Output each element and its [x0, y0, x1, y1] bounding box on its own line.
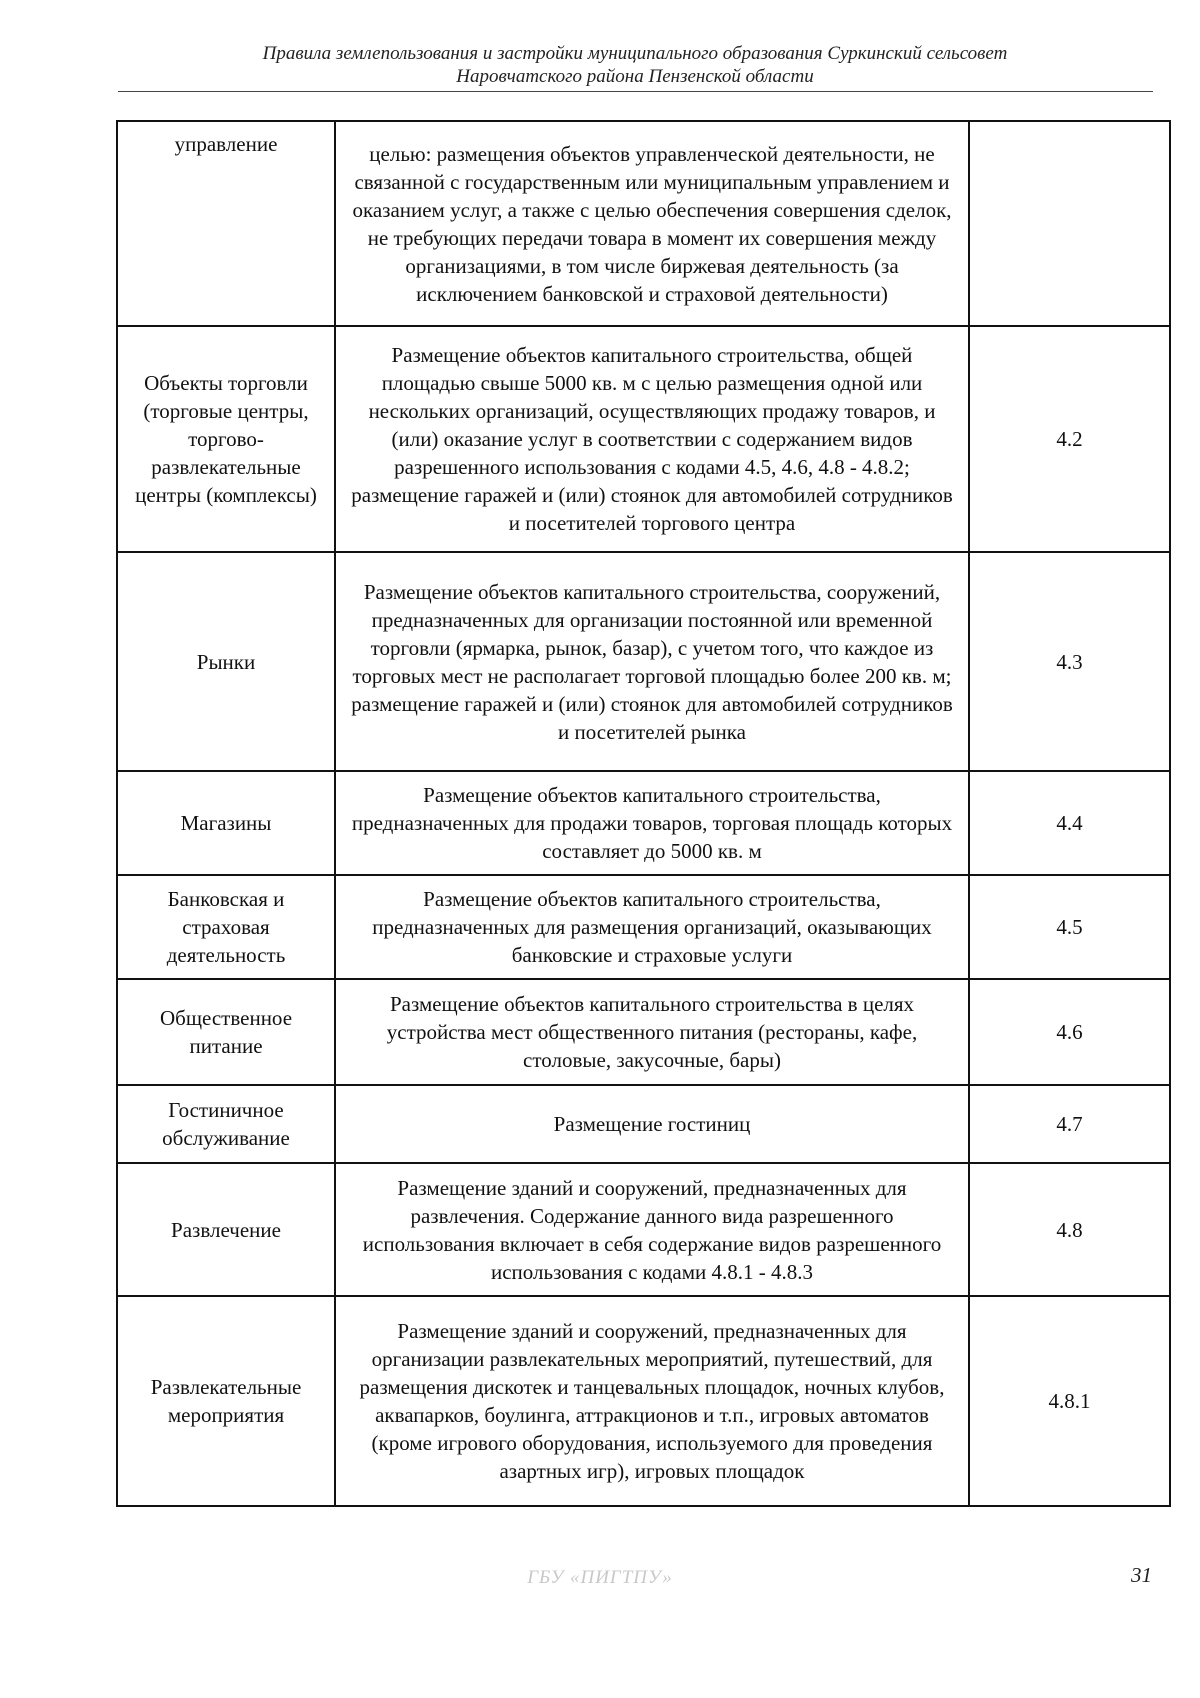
- use-code-cell: [969, 121, 1170, 326]
- use-name-cell: Развлечение: [117, 1163, 335, 1296]
- table-row: [117, 1296, 1170, 1506]
- use-name-cell: Гостиничное обслуживание: [117, 1085, 335, 1163]
- use-name-cell: Развлекательные мероприятия: [117, 1296, 335, 1506]
- use-code-cell: 4.8.1: [969, 1296, 1170, 1506]
- use-description-cell: Размещение объектов капитального строительства, сооружений, предназначенных для организации постоянной или временной торговли (ярмарка, рынок, базар), с учетом того, что каждое из торговых мест не располагает торговой площадью более 200 кв. м; размещение гаражей и (или) стоянок для автомобилей сотрудников и посетителей рынка: [335, 552, 969, 771]
- use-code-cell: 4.4: [969, 771, 1170, 875]
- use-name-cell: Рынки: [117, 552, 335, 771]
- use-code-cell: 4.6: [969, 979, 1170, 1085]
- page-header: [120, 42, 1150, 88]
- use-name-cell: Объекты торговли (торговые центры, торгово-развлекательные центры (комплексы): [117, 326, 335, 552]
- use-code-cell: 4.8: [969, 1163, 1170, 1296]
- use-description-cell: Размещение объектов капитального строительства, общей площадью свыше 5000 кв. м с целью размещения одной или нескольких организаций, осуществляющих продажу товаров, и (или) оказание услуг в соответствии с содержанием видов разрешенного использования с кодами 4.5, 4.6, 4.8 - 4.8.2; размещение гаражей и (или) стоянок для автомобилей сотрудников и посетителей торгового центра: [335, 326, 969, 552]
- page-number: 31: [1131, 1563, 1152, 1587]
- use-description-cell: Размещение зданий и сооружений, предназначенных для организации развлекательных мероприятий, путешествий, для размещения дискотек и танцевальных площадок, ночных клубов, аквапарков, боулинга, аттракционов и т.п., игровых автоматов (кроме игрового оборудования, используемого для проведения азартных игр), игровых площадок: [335, 1296, 969, 1506]
- use-description-cell: Размещение объектов капитального строительства, предназначенных для размещения организаций, оказывающих банковские и страховые услуги: [335, 875, 969, 979]
- table-row: [117, 771, 1170, 875]
- use-description-cell: Размещение объектов капитального строительства в целях устройства мест общественного питания (рестораны, кафе, столовые, закусочные, бары): [335, 979, 969, 1085]
- table-row: [117, 552, 1170, 771]
- use-code-cell: 4.3: [969, 552, 1170, 771]
- header-line-1: Правила землепользования и застройки муниципального образования Суркинский сельсовет: [262, 43, 1008, 64]
- use-description-cell: Размещение гостиниц: [335, 1085, 969, 1163]
- table-row: [117, 326, 1170, 552]
- header-divider: [118, 91, 1153, 92]
- header-line-2: Наровчатского района Пензенской области: [456, 66, 814, 87]
- use-code-cell: 4.7: [969, 1085, 1170, 1163]
- use-code-cell: 4.5: [969, 875, 1170, 979]
- use-name-cell: управление: [117, 121, 335, 326]
- use-code-cell: 4.2: [969, 326, 1170, 552]
- table-row: [117, 979, 1170, 1085]
- use-description-cell: Размещение объектов капитального строительства, предназначенных для продажи товаров, торговая площадь которых составляет до 5000 кв. м: [335, 771, 969, 875]
- use-name-cell: Общественное питание: [117, 979, 335, 1085]
- table-row: [117, 1163, 1170, 1296]
- table-row: [117, 1085, 1170, 1163]
- footer-organization: ГБУ «ПИГТПУ»: [527, 1567, 673, 1588]
- table-row: [117, 121, 1170, 326]
- table-row: [117, 875, 1170, 979]
- use-name-cell: Банковская и страховая деятельность: [117, 875, 335, 979]
- use-name-cell: Магазины: [117, 771, 335, 875]
- use-description-cell: Размещение зданий и сооружений, предназначенных для развлечения. Содержание данного вида разрешенного использования включает в себя содержание видов разрешенного использования с кодами 4.8.1 - 4.8.3: [335, 1163, 969, 1296]
- use-description-cell: целью: размещения объектов управленческой деятельности, не связанной с государственным или муниципальным управлением и оказанием услуг, а также с целью обеспечения совершения сделок, не требующих передачи товара в момент их совершения между организациями, в том числе биржевая деятельность (за исключением банковской и страховой деятельности): [335, 121, 969, 326]
- land-use-table: [116, 120, 1171, 1507]
